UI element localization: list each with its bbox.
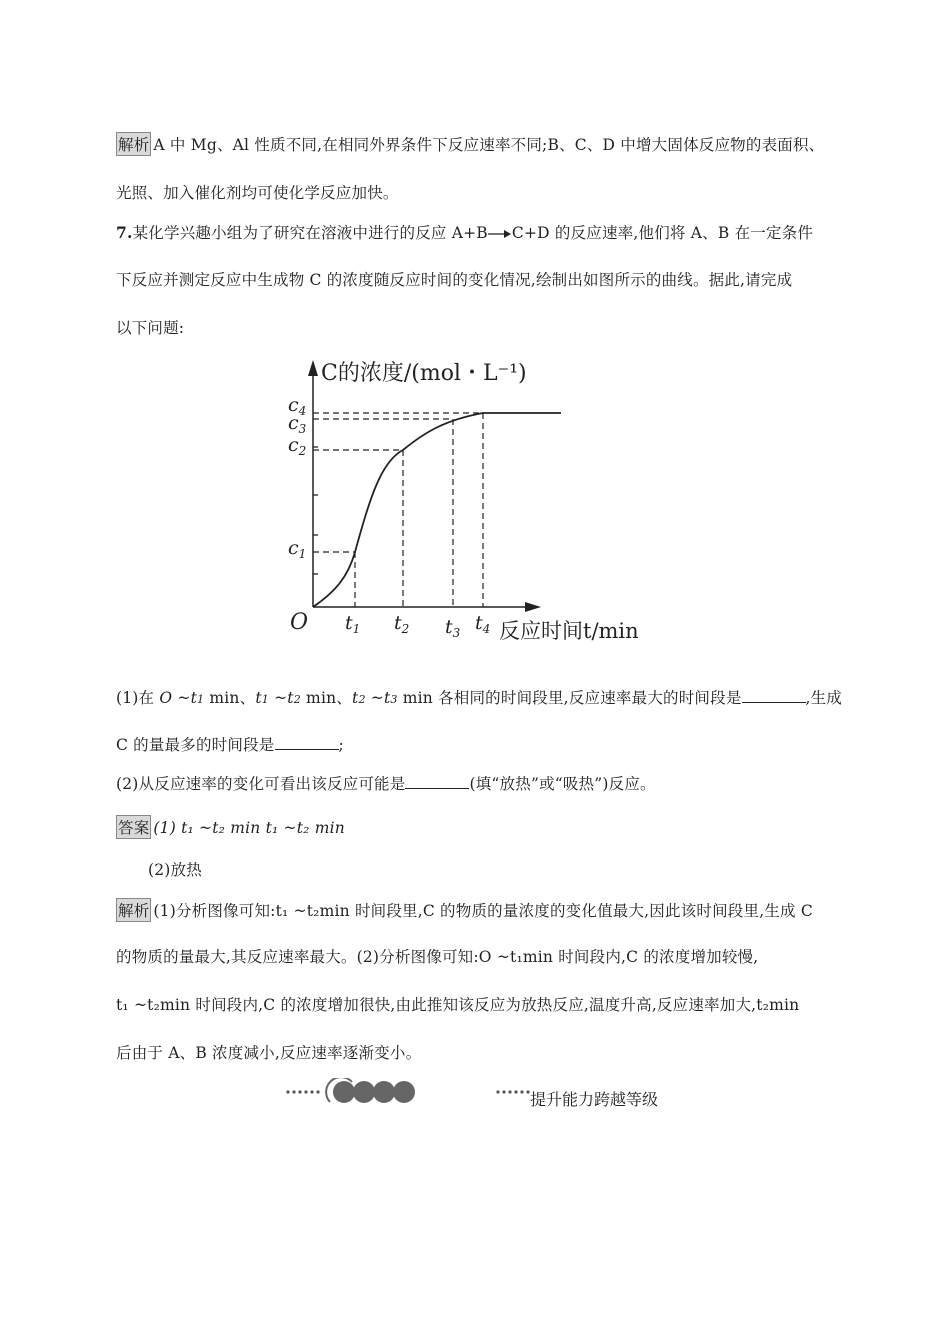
q1-text: min、 bbox=[204, 689, 256, 707]
question-number: 7. bbox=[116, 223, 133, 242]
x-tick-t3: $t_3$ bbox=[445, 616, 461, 640]
answer-blank[interactable] bbox=[275, 748, 339, 750]
x-tick-t4: $t_4$ bbox=[475, 612, 491, 636]
answer-line-1 bbox=[116, 815, 345, 839]
question-7-line-3: 以下问题: bbox=[116, 319, 185, 337]
reaction-arrow-icon bbox=[488, 228, 512, 240]
y-tick-c3: $c_3$ bbox=[288, 412, 307, 436]
y-tick-c1: $c_1$ bbox=[288, 537, 307, 561]
range-0-t1: O ~t1 bbox=[159, 689, 205, 707]
x-axis-title: 反应时间t/min bbox=[499, 619, 639, 643]
answer-text: (1) t₁ ~t₂ min t₁ ~t₂ min bbox=[153, 819, 345, 837]
range-t1-t2: t1 ~t2 bbox=[255, 689, 301, 707]
question-text: C+D 的反应速率,他们将 A、B 在一定条件 bbox=[511, 224, 814, 242]
section-divider-art bbox=[286, 1078, 531, 1112]
concentration-curve bbox=[313, 413, 561, 607]
analysis-text: A 中 Mg、Al 性质不同,在相同外界条件下反应速率不同;B、C、D 中增大固体反应物的表面积、 bbox=[153, 136, 825, 154]
y-tick-c4: $c_4$ bbox=[288, 394, 307, 418]
x-tick-t1: $t_1$ bbox=[345, 612, 361, 636]
q1-line-2 bbox=[116, 733, 344, 755]
analysis-text: (1)分析图像可知:t₁ ~t₂min 时间段里,C 的物质的量浓度的变化值最大,因此该时间段里,生成 C bbox=[153, 902, 813, 920]
q1-text: C 的量最多的时间段是 bbox=[116, 736, 275, 754]
q1-text: min、 bbox=[300, 689, 352, 707]
y-tick-c2: $c_2$ bbox=[288, 434, 307, 458]
analysis-2-line-1 bbox=[116, 898, 813, 922]
answer-tag: 答案 bbox=[116, 815, 151, 839]
q1-line-1 bbox=[116, 686, 842, 708]
range-t2-t3: t2 ~t3 bbox=[352, 689, 398, 707]
q1-text: min 各相同的时间段里,反应速率最大的时间段是 bbox=[397, 689, 742, 707]
analysis-tag: 解析 bbox=[116, 132, 151, 156]
analysis-1-line-1 bbox=[116, 132, 824, 156]
x-tick-t2: $t_2$ bbox=[394, 612, 410, 636]
q1-text: ,生成 bbox=[805, 689, 843, 707]
question-7-line-1 bbox=[116, 221, 813, 243]
q1-text: ; bbox=[338, 736, 344, 754]
question-text: 某化学兴趣小组为了研究在溶液中进行的反应 A+B bbox=[132, 224, 488, 242]
q1-text: (1)在 bbox=[116, 689, 160, 707]
analysis-2-line-3: t₁ ~t₂min 时间段内,C 的浓度增加很快,由此推知该反应为放热反应,温度升高,反应速率加大,t₂min bbox=[116, 996, 800, 1014]
q2-line bbox=[116, 772, 656, 794]
analysis-2-line-4: 后由于 A、B 浓度减小,反应速率逐渐变小。 bbox=[116, 1044, 422, 1062]
analysis-2-line-2: 的物质的量最大,其反应速率最大。(2)分析图像可知:O ~t₁min 时间段内,C 的浓度增加较慢, bbox=[116, 948, 759, 966]
question-7-line-2: 下反应并测定反应中生成物 C 的浓度随反应时间的变化情况,绘制出如图所示的曲线。据此,请完成 bbox=[116, 271, 793, 289]
section-banner-title: 提升能力跨越等级 bbox=[530, 1090, 659, 1109]
answer-blank[interactable] bbox=[405, 787, 469, 789]
q2-text: (2)从反应速率的变化可看出该反应可能是 bbox=[116, 775, 406, 793]
y-axis-arrow-icon bbox=[308, 360, 318, 376]
origin-label: O bbox=[290, 610, 309, 635]
answer-line-2: (2)放热 bbox=[148, 861, 202, 879]
analysis-tag: 解析 bbox=[116, 898, 151, 922]
answer-blank[interactable] bbox=[742, 701, 806, 703]
concentration-time-graph bbox=[285, 352, 675, 647]
y-axis-title: C的浓度/(mol・L⁻¹) bbox=[321, 361, 527, 386]
analysis-1-line-2: 光照、加入催化剂均可使化学反应加快。 bbox=[116, 184, 399, 202]
x-axis-arrow-icon bbox=[525, 602, 541, 612]
q2-text: (填“放热”或“吸热”)反应。 bbox=[469, 775, 656, 793]
